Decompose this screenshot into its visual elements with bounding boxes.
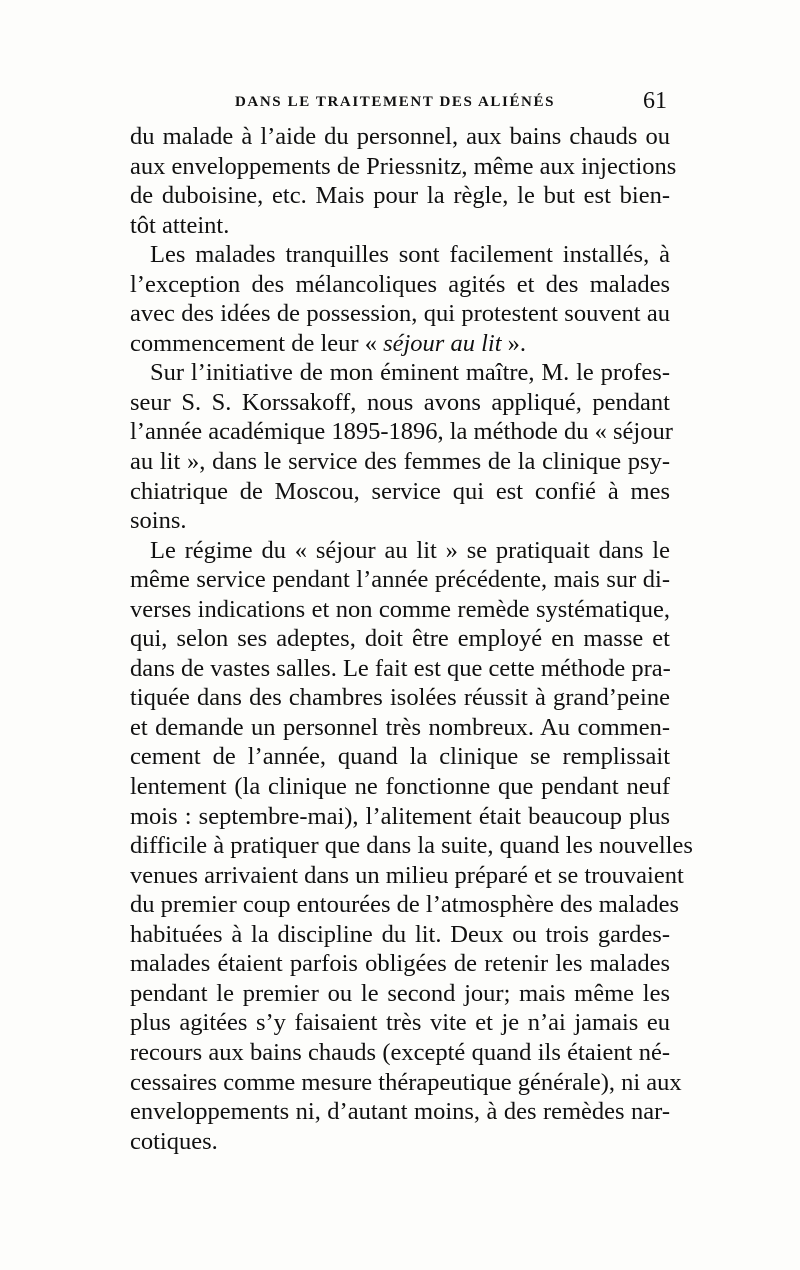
text-line: dans de vastes salles. Le fait est que cette méthode pra- (130, 654, 671, 682)
text-line: du premier coup entourées de l’atmosphère des malades (130, 891, 680, 919)
text-line: seur S. S. Korssakoff, nous avons appliqué, pendant (130, 388, 670, 416)
text-line: cement de l’année, quand la clinique se remplissait (130, 743, 670, 771)
text-line: cotiques. (130, 1127, 218, 1155)
text-line: avec des idées de possession, qui protestent souvent au (130, 300, 670, 328)
text-line: malades étaient parfois obligées de retenir les malades (130, 950, 670, 978)
text-line: habituées à la discipline du lit. Deux ou trois gardes- (130, 920, 670, 948)
text-line: qui, selon ses adeptes, doit être employé en masse et (130, 625, 670, 653)
text-line: verses indications et non comme remède systématique, (130, 595, 670, 623)
text-line: tôt atteint. (130, 211, 230, 239)
running-head (130, 90, 675, 120)
text-line: cessaires comme mesure thérapeutique générale), ni aux (130, 1068, 682, 1096)
text-line: du malade à l’aide du personnel, aux bains chauds ou (130, 123, 670, 150)
text-line: plus agitées s’y faisaient très vite et je n’ai jamais eu (130, 1009, 670, 1037)
body-text (130, 122, 693, 1156)
running-title: DANS LE TRAITEMENT DES ALIÉNÉS (235, 94, 556, 110)
text-line: soins. (130, 507, 187, 535)
text-line: chiatrique de Moscou, service qui est confié à mes (130, 477, 670, 505)
text-line: au lit », dans le service des femmes de la clinique psy- (130, 448, 670, 476)
text-line: tiquée dans des chambres isolées réussit à grand’peine (130, 684, 670, 712)
text-line (130, 329, 670, 359)
text-line: lentement (la clinique ne fonctionne que pendant neuf (130, 773, 670, 801)
page-number: 61 (643, 88, 667, 114)
text-segment: commencement de leur « (130, 329, 384, 357)
text-segment: ». (501, 329, 526, 357)
text-line: enveloppements ni, d’autant moins, à des remèdes nar- (130, 1098, 670, 1126)
text-line: l’année académique 1895-1896, la méthode du « séjour (130, 418, 673, 446)
text-line: de duboisine, etc. Mais pour la règle, le but est bien- (130, 182, 670, 210)
text-line: venues arrivaient dans un milieu préparé et se trouvaient (130, 861, 684, 889)
text-line: difficile à pratiquer que dans la suite, quand les nouvelles (130, 832, 693, 860)
text-line: aux enveloppements de Priessnitz, même aux injections (130, 152, 677, 180)
text-line: recours aux bains chauds (excepté quand ils étaient né- (130, 1038, 670, 1066)
text-line: et demande un personnel très nombreux. Au commen- (130, 713, 670, 741)
text-line: mois : septembre-mai), l’alitement était beaucoup plus (130, 802, 670, 830)
text-line: Sur l’initiative de mon éminent maître, M. le profes- (150, 359, 670, 387)
text-line: Le régime du « séjour au lit » se pratiquait dans le (150, 536, 670, 564)
italic-phrase: séjour au lit (383, 329, 502, 357)
text-line: même service pendant l’année précédente, mais sur di- (130, 566, 670, 594)
text-line: l’exception des mélancoliques agités et des malades (130, 270, 670, 298)
text-line: pendant le premier ou le second jour; mais même les (130, 979, 670, 1007)
text-line: Les malades tranquilles sont facilement installés, à (150, 241, 670, 269)
